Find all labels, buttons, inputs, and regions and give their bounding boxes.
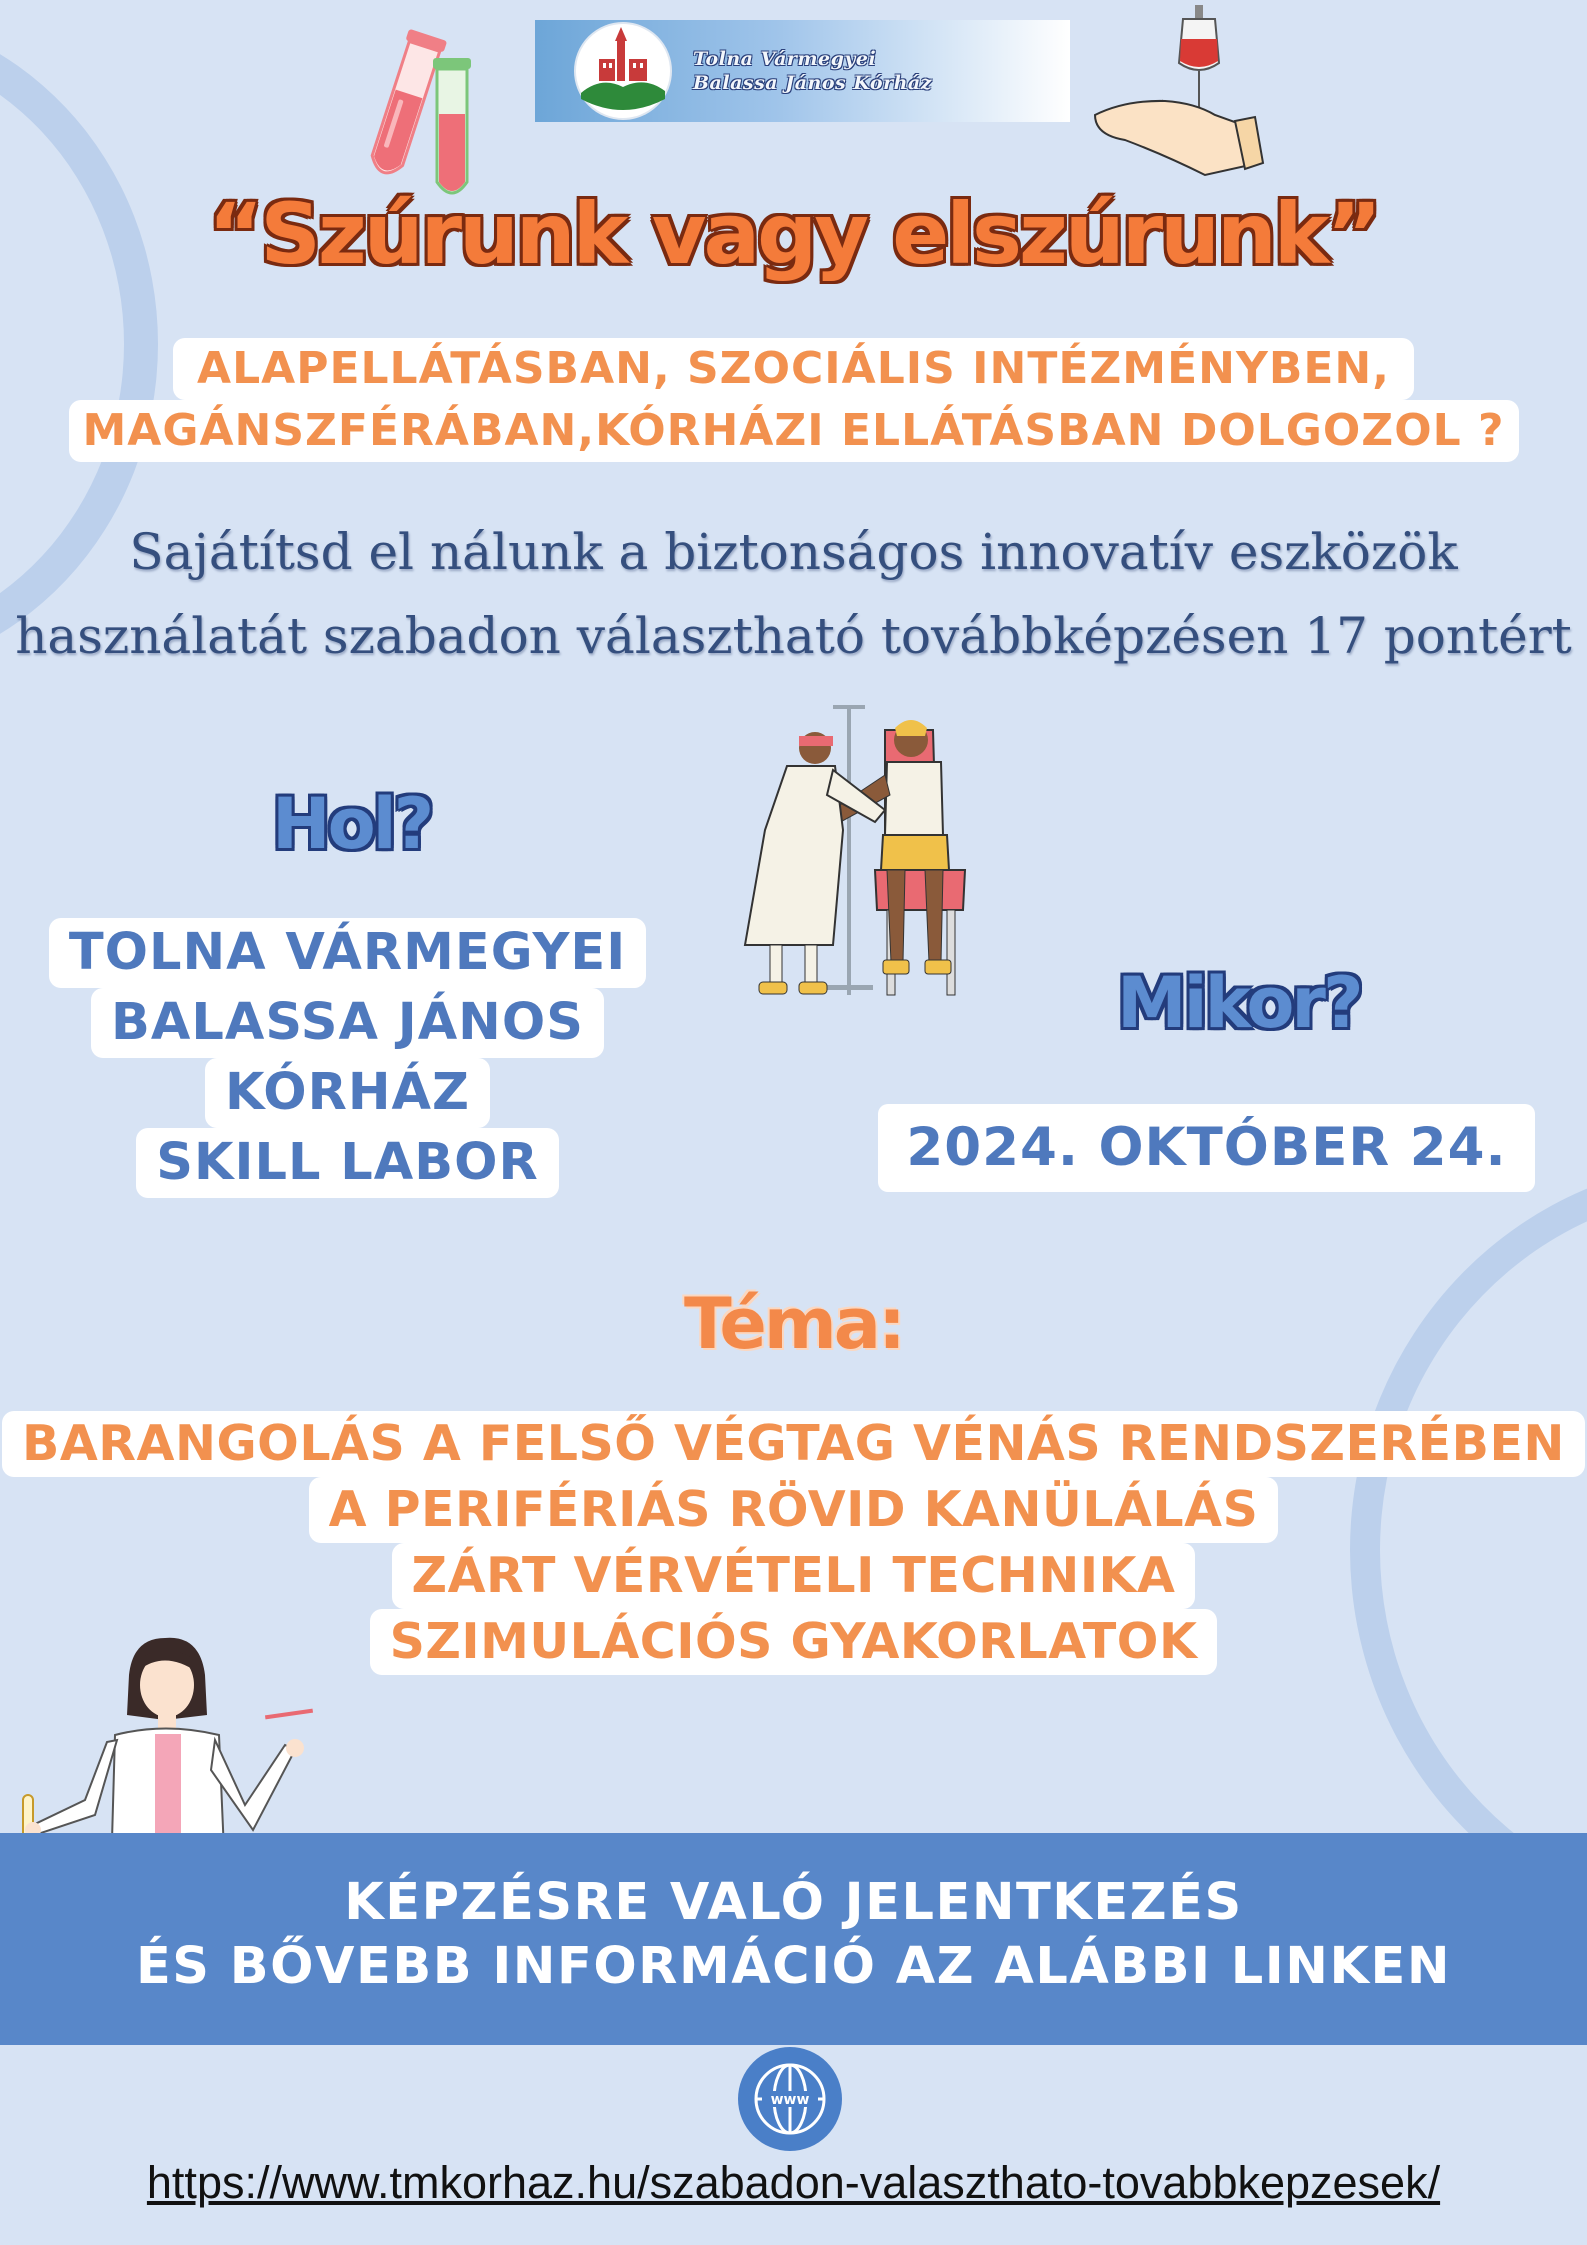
intro-text	[0, 510, 1587, 678]
registration-banner	[0, 1833, 1587, 2045]
topic-item: BARANGOLÁS A FELSŐ VÉGTAG VÉNÁS RENDSZERÉBEN	[2, 1411, 1585, 1477]
audience-line-2: MAGÁNSZFÉRÁBAN,KÓRHÁZI ELLÁTÁSBAN DOLGOZOL ?	[69, 400, 1519, 462]
when-heading: Mikor?	[1117, 962, 1361, 1044]
banner-line-1: KÉPZÉSRE VALÓ JELENTKEZÉS	[344, 1873, 1243, 1932]
intro-line-2: használatát szabadon választható továbbképzésen 17 pontért	[15, 607, 1572, 665]
globe-label: www	[770, 2092, 810, 2108]
venue-line-2: BALASSA JÁNOS	[91, 988, 604, 1058]
venue-line-1: TOLNA VÁRMEGYEI	[49, 918, 646, 988]
test-tubes-icon	[355, 22, 485, 202]
main-title: “Szúrunk vagy elszúrunk”	[208, 185, 1379, 283]
logo-text	[693, 47, 932, 95]
topic-item: ZÁRT VÉRVÉTELI TECHNIKA	[392, 1543, 1196, 1609]
where-heading: Hol?	[272, 783, 432, 865]
intro-line-1: Sajátítsd el nálunk a biztonságos innovatív eszközök	[129, 523, 1458, 581]
logo-line-2: Balassa János Kórház	[693, 72, 933, 94]
venue-line-3: KÓRHÁZ	[205, 1058, 490, 1128]
banner-line-2: ÉS BŐVEBB INFORMÁCIÓ AZ ALÁBBI LINKEN	[135, 1937, 1452, 1996]
hospital-emblem-icon	[571, 21, 675, 121]
venue-line-4: SKILL LABOR	[136, 1128, 558, 1198]
audience-question	[0, 338, 1587, 462]
topic-heading: Téma:	[683, 1283, 904, 1365]
audience-line-1: ALAPELLÁTÁSBAN, SZOCIÁLIS INTÉZMÉNYBEN,	[173, 338, 1414, 400]
registration-link[interactable]: https://www.tmkorhaz.hu/szabadon-valaszthato-tovabbkepzesek/	[146, 2157, 1441, 2208]
www-globe-icon	[750, 2059, 830, 2139]
topic-item: SZIMULÁCIÓS GYAKORLATOK	[370, 1609, 1218, 1675]
event-date: 2024. OKTÓBER 24.	[878, 1104, 1535, 1192]
globe-icon	[738, 2047, 842, 2151]
hospital-logo	[535, 20, 1070, 122]
blood-transfusion-icon	[1085, 5, 1265, 180]
topic-item: A PERIFÉRIÁS RÖVID KANÜLÁLÁS	[309, 1477, 1279, 1543]
blood-draw-illustration	[715, 700, 1005, 1015]
venue	[40, 918, 655, 1198]
logo-line-1: Tolna Vármegyei	[693, 48, 877, 70]
